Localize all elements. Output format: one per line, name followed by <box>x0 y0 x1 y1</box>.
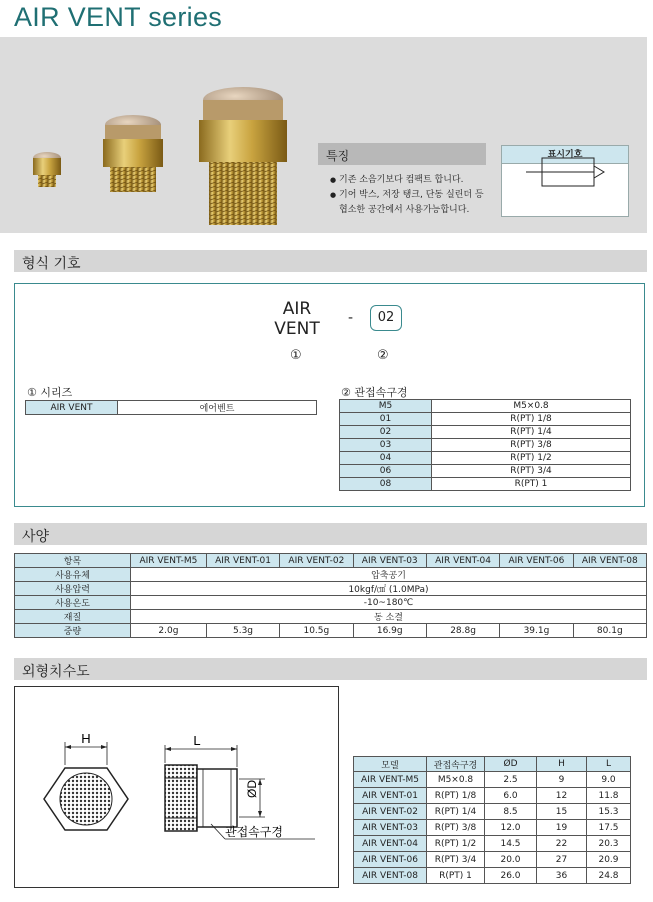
spec-weight: 28.8g <box>426 624 499 638</box>
code-number-1: ① <box>290 348 302 363</box>
dim-l: 24.8 <box>587 868 631 884</box>
series-table <box>25 400 317 415</box>
port-code: 06 <box>340 465 432 478</box>
dim-header: L <box>587 757 631 772</box>
port-label: ② 관접속구경 <box>341 386 408 399</box>
spec-heading: 사양 <box>14 523 647 545</box>
port-code: 01 <box>340 413 432 426</box>
series-name: 에어벤트 <box>118 401 317 415</box>
dim-header: 관접속구경 <box>427 757 485 772</box>
spec-label: 사용압력 <box>15 582 131 596</box>
dim-model: AIR VENT-01 <box>354 788 427 804</box>
spec-label: 중량 <box>15 624 131 638</box>
dim-h: 27 <box>537 852 587 868</box>
spec-weight: 2.0g <box>131 624 207 638</box>
spec-table <box>14 553 647 638</box>
symbol-heading: 표시기호 <box>502 146 628 164</box>
spec-header: AIR VENT-08 <box>573 554 646 568</box>
spec-weight: 16.9g <box>353 624 426 638</box>
dim-model: AIR VENT-04 <box>354 836 427 852</box>
page-title: AIR VENT series <box>14 2 223 32</box>
code-part2: VENT <box>274 319 320 339</box>
port-size: R(PT) 3/4 <box>432 465 631 478</box>
dim-l: 20.9 <box>587 852 631 868</box>
spec-value: -10~180℃ <box>131 596 647 610</box>
dim-h: 12 <box>537 788 587 804</box>
dim-model: AIR VENT-08 <box>354 868 427 884</box>
port-size: R(PT) 3/8 <box>432 439 631 452</box>
port-code: 03 <box>340 439 432 452</box>
dim-port: R(PT) 1/4 <box>427 804 485 820</box>
port-size: R(PT) 1 <box>432 478 631 491</box>
dim-l: 20.3 <box>587 836 631 852</box>
code-series <box>273 299 321 339</box>
symbol-box <box>501 145 629 217</box>
dim-d: 14.5 <box>485 836 537 852</box>
l-label: L <box>193 733 201 748</box>
dimensions-heading: 외형치수도 <box>14 658 647 680</box>
dim-header: ØD <box>485 757 537 772</box>
spec-label: 사용온도 <box>15 596 131 610</box>
dim-l: 9.0 <box>587 772 631 788</box>
dim-port: R(PT) 3/4 <box>427 852 485 868</box>
spec-header: AIR VENT-04 <box>426 554 499 568</box>
series-label: ① 시리즈 <box>27 386 73 399</box>
dim-l: 17.5 <box>587 820 631 836</box>
model-code-heading: 형식 기호 <box>14 250 647 272</box>
dim-port: R(PT) 1/2 <box>427 836 485 852</box>
h-label: H <box>81 731 91 746</box>
spec-value: 압축공기 <box>131 568 647 582</box>
dim-h: 15 <box>537 804 587 820</box>
dimension-drawing <box>14 686 339 888</box>
dim-header: 모델 <box>354 757 427 772</box>
spec-header: AIR VENT-06 <box>500 554 573 568</box>
feature-item: ● 기존 소음기보다 컴팩트 합니다. <box>330 173 490 188</box>
code-part1: AIR <box>282 299 312 319</box>
dim-d: 12.0 <box>485 820 537 836</box>
series-code: AIR VENT <box>26 401 118 415</box>
dim-h: 36 <box>537 868 587 884</box>
d-label: ØD <box>245 780 259 798</box>
dim-d: 6.0 <box>485 788 537 804</box>
feature-item: ● 기어 박스, 저장 탱크, 단동 실린더 등 협소한 공간에서 사용가능합니다. <box>330 188 490 218</box>
features-heading: 특징 <box>318 143 486 165</box>
dim-port: R(PT) 1 <box>427 868 485 884</box>
dim-l: 11.8 <box>587 788 631 804</box>
port-size: R(PT) 1/4 <box>432 426 631 439</box>
dim-l: 15.3 <box>587 804 631 820</box>
port-code: 02 <box>340 426 432 439</box>
dim-d: 2.5 <box>485 772 537 788</box>
dim-port: R(PT) 1/8 <box>427 788 485 804</box>
spec-header: 항목 <box>15 554 131 568</box>
dim-d: 26.0 <box>485 868 537 884</box>
model-code-box <box>14 283 645 507</box>
spec-weight: 39.1g <box>500 624 573 638</box>
dim-h: 9 <box>537 772 587 788</box>
dim-d: 8.5 <box>485 804 537 820</box>
code-dash: - <box>348 310 354 326</box>
dim-model: AIR VENT-03 <box>354 820 427 836</box>
drawing-svg <box>15 687 340 889</box>
dim-model: AIR VENT-06 <box>354 852 427 868</box>
spec-weight: 10.5g <box>280 624 353 638</box>
port-size: R(PT) 1/2 <box>432 452 631 465</box>
spec-value: 10kgf/㎠ (1.0MPa) <box>131 582 647 596</box>
dim-model: AIR VENT-02 <box>354 804 427 820</box>
dim-header: H <box>537 757 587 772</box>
port-code: M5 <box>340 400 432 413</box>
port-code: 08 <box>340 478 432 491</box>
features-list <box>330 173 490 218</box>
port-size: R(PT) 1/8 <box>432 413 631 426</box>
spec-label: 재질 <box>15 610 131 624</box>
spec-weight: 80.1g <box>573 624 646 638</box>
silencer-symbol-icon <box>502 146 628 198</box>
port-callout: 관접속구경 <box>225 825 283 839</box>
port-size: M5×0.8 <box>432 400 631 413</box>
dim-d: 20.0 <box>485 852 537 868</box>
code-port: 02 <box>370 305 402 331</box>
spec-value: 동 소결 <box>131 610 647 624</box>
product-hero <box>0 37 647 233</box>
dimension-table <box>353 756 631 884</box>
spec-header: AIR VENT-01 <box>206 554 279 568</box>
dim-model: AIR VENT-M5 <box>354 772 427 788</box>
spec-header: AIR VENT-02 <box>280 554 353 568</box>
dim-port: M5×0.8 <box>427 772 485 788</box>
port-table <box>339 399 631 491</box>
code-number-2: ② <box>377 348 389 363</box>
dim-h: 19 <box>537 820 587 836</box>
spec-label: 사용유체 <box>15 568 131 582</box>
spec-weight: 5.3g <box>206 624 279 638</box>
spec-header: AIR VENT-M5 <box>131 554 207 568</box>
dim-port: R(PT) 3/8 <box>427 820 485 836</box>
port-code: 04 <box>340 452 432 465</box>
dim-h: 22 <box>537 836 587 852</box>
spec-header: AIR VENT-03 <box>353 554 426 568</box>
